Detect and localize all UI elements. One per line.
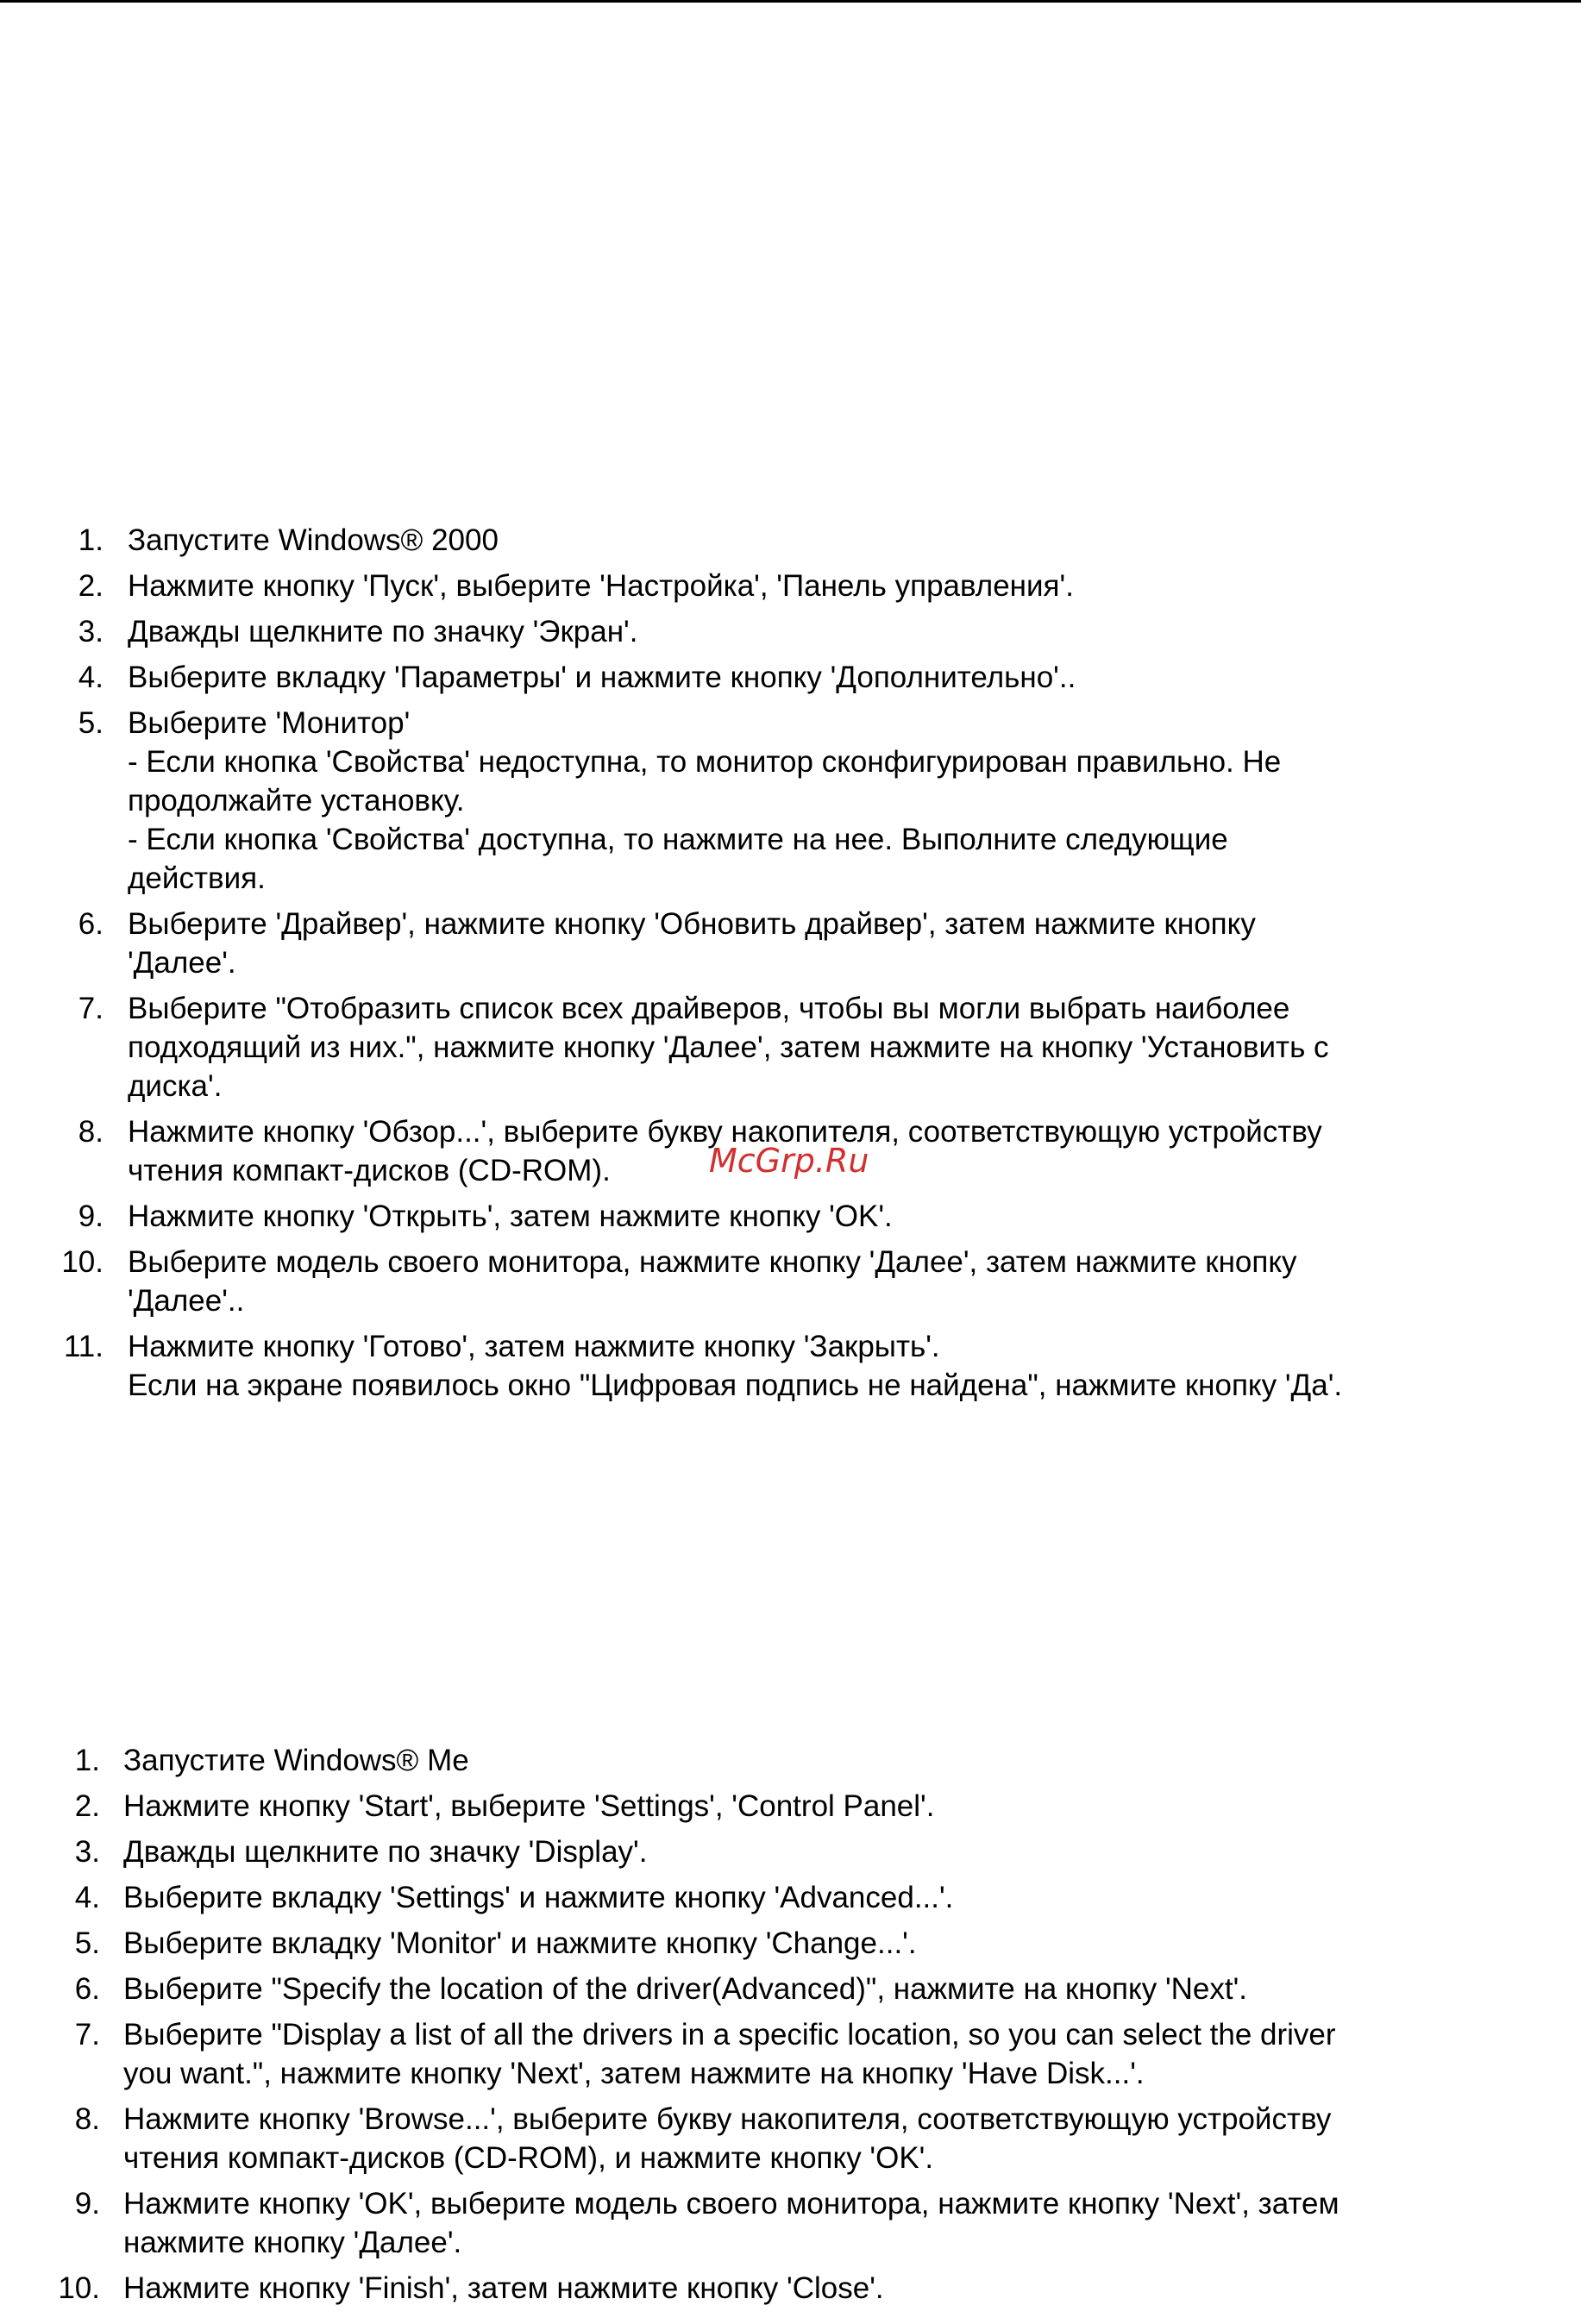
step-text: Запустите Windows® Me bbox=[123, 1744, 469, 1777]
step-number: 6. bbox=[74, 1972, 100, 2006]
step-text: Нажмите кнопку 'Finish', затем нажмите кнопку 'Close'. bbox=[123, 2271, 884, 2305]
step-number: 9. bbox=[78, 1200, 104, 1233]
step-number: 9. bbox=[74, 2187, 100, 2221]
list-item bbox=[0, 1878, 1432, 1917]
list-item bbox=[0, 1832, 1432, 1871]
list-item bbox=[0, 2184, 1415, 2262]
list-item bbox=[0, 2015, 1363, 2093]
list-item bbox=[0, 905, 1346, 982]
step-text: Нажмите кнопку 'Start', выберите 'Settings', 'Control Panel'. bbox=[123, 1789, 935, 1823]
step-number: 7. bbox=[78, 992, 104, 1025]
list-item bbox=[0, 1741, 1432, 1780]
step-text: Выберите "Display a list of all the drivers in a specific location, so you can select the driver you want.", нажмите кнопку 'Next', затем нажмите на кнопку 'Have Disk...'. bbox=[123, 2018, 1336, 2090]
list-item bbox=[0, 2100, 1406, 2177]
list-item bbox=[0, 567, 1294, 605]
step-number: 7. bbox=[74, 2018, 100, 2052]
step-text: Нажмите кнопку 'Обзор...', выберите букву накопителя, соответствующую устройству чтения компакт-дисков (CD-ROM). bbox=[128, 1115, 1322, 1187]
step-text: Нажмите кнопку 'Готово', затем нажмите кнопку 'Закрыть'. bbox=[128, 1330, 940, 1363]
step-text: Запустите Windows® 2000 bbox=[128, 523, 499, 557]
list-item bbox=[0, 1112, 1415, 1190]
step-text: Нажмите кнопку 'Browse...', выберите букву накопителя, соответствующую устройству чтения компакт-дисков (CD-ROM), и нажмите кнопку 'OK'. bbox=[123, 2102, 1332, 2175]
step-number: 1. bbox=[74, 1744, 100, 1777]
step-number: 3. bbox=[74, 1835, 100, 1869]
step-subtext: Если на экране появилось окно "Цифровая подпись не найдена", нажмите кнопку 'Да'. bbox=[128, 1369, 1343, 1402]
list-item bbox=[0, 1970, 1432, 2008]
step-number: 10. bbox=[58, 2271, 100, 2305]
step-number: 11. bbox=[63, 1330, 104, 1363]
step-number: 6. bbox=[78, 907, 104, 941]
step-number: 5. bbox=[74, 1926, 100, 1960]
step-text: Дважды щелкните по значку 'Display'. bbox=[123, 1835, 648, 1869]
list-item bbox=[0, 1197, 1380, 1236]
windows-me-steps bbox=[0, 1741, 1466, 2315]
step-text: Выберите вкладку 'Monitor' и нажмите кнопку 'Change...'. bbox=[123, 1926, 917, 1960]
step-text: Выберите "Отобразить список всех драйверов, чтобы вы могли выбрать наиболее подходящий из них.", нажмите кнопку 'Далее', затем нажмите на кнопку 'Установить с диска'. bbox=[128, 992, 1329, 1103]
step-number: 10. bbox=[61, 1245, 104, 1279]
step-text: Нажмите кнопку 'Открыть', затем нажмите кнопку 'OK'. bbox=[128, 1200, 893, 1233]
step-number: 4. bbox=[74, 1881, 100, 1914]
step-number: 8. bbox=[78, 1115, 104, 1149]
list-item bbox=[0, 612, 1294, 651]
top-border-line bbox=[0, 0, 1581, 3]
watermark: McGrp.Ru bbox=[709, 1142, 869, 1180]
step-text: Выберите вкладку 'Параметры' и нажмите кнопку 'Дополнительно'.. bbox=[128, 661, 1076, 694]
list-item bbox=[0, 521, 1294, 560]
step-text: Выберите 'Драйвер', нажмите кнопку 'Обновить драйвер', затем нажмите кнопку 'Далее'. bbox=[128, 907, 1256, 980]
list-item bbox=[0, 1924, 1432, 1963]
list-item bbox=[0, 704, 1346, 898]
step-text: Выберите "Specify the location of the driver(Advanced)", нажмите на кнопку 'Next'. bbox=[123, 1972, 1247, 2006]
step-subtext: - Если кнопка 'Свойства' доступна, то нажмите на нее. Выполните следующие действия. bbox=[128, 823, 1228, 895]
step-number: 1. bbox=[78, 523, 104, 557]
list-item bbox=[0, 1787, 1432, 1826]
step-text: Нажмите кнопку 'OK', выберите модель своего монитора, нажмите кнопку 'Next', затем нажмите кнопку 'Далее'. bbox=[123, 2187, 1339, 2259]
step-subtext: - Если кнопка 'Свойства' недоступна, то монитор сконфигурирован правильно. Не продолжайте установку. bbox=[128, 745, 1282, 817]
list-item bbox=[0, 658, 1294, 697]
step-number: 2. bbox=[74, 1789, 100, 1823]
list-item bbox=[0, 1243, 1380, 1320]
list-item bbox=[0, 989, 1423, 1106]
step-text: Нажмите кнопку 'Пуск', выберите 'Настройка', 'Панель управления'. bbox=[128, 569, 1074, 603]
windows-2000-steps bbox=[0, 521, 1466, 1412]
step-text: Выберите 'Монитор' bbox=[128, 706, 411, 740]
step-text: Выберите модель своего монитора, нажмите кнопку 'Далее', затем нажмите кнопку 'Далее'.. bbox=[128, 1245, 1297, 1318]
list-item bbox=[0, 2269, 1415, 2308]
step-number: 2. bbox=[78, 569, 104, 603]
list-item bbox=[0, 1327, 1466, 1405]
step-number: 4. bbox=[78, 661, 104, 694]
step-text: Дважды щелкните по значку 'Экран'. bbox=[128, 615, 638, 648]
step-number: 5. bbox=[78, 706, 104, 740]
step-number: 3. bbox=[78, 615, 104, 648]
step-text: Выберите вкладку 'Settings' и нажмите кнопку 'Advanced...'. bbox=[123, 1881, 954, 1914]
step-number: 8. bbox=[74, 2102, 100, 2136]
